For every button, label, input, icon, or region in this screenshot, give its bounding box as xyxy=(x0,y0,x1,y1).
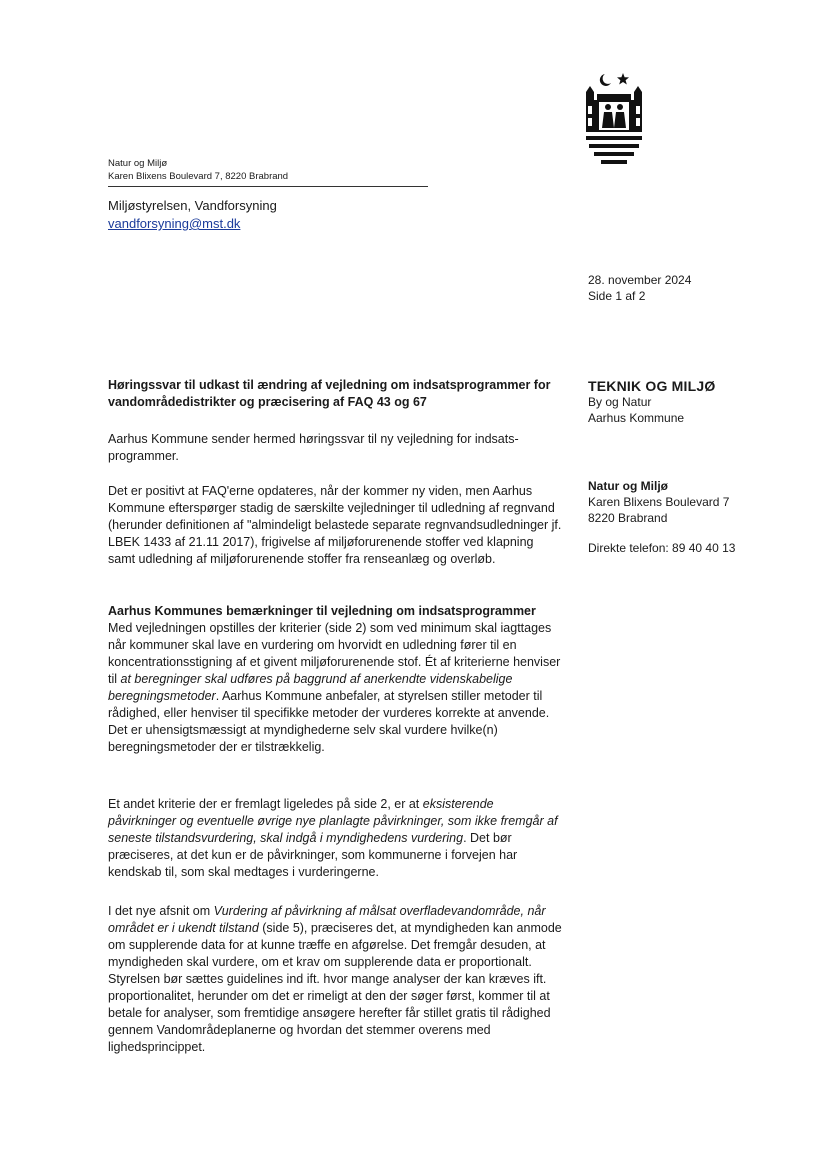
contact-street: Karen Blixens Boulevard 7 xyxy=(588,495,730,509)
department-name: TEKNIK OG MILJØ xyxy=(588,378,716,394)
department-block xyxy=(588,378,715,426)
page-number: Side 1 af 2 xyxy=(588,289,646,303)
sender-block xyxy=(108,157,288,183)
p5-text-b: (side 5), præciseres det, at myndigheden kan anmode om supplerende data for at kunne træffe en afgørelse. Det fremgår desuden, at myndigheden skal vurdere, om et krav om supplerende data er proportionalt. Styrelsen bør sættes guidelines ind ift. hvor mange analyser der kan kræves ift. proportionalitet, herunder om det er rimeligt at den der søger først, kommer til at betale for analyser, som fremtidige ansøgere herefter får stillet gratis til rådighed gennem Vandområdeplanerne og hvordan det stemmer overens med lighedsprincippet. xyxy=(108,921,562,1054)
section-heading: Aarhus Kommunes bemærkninger til vejledning om indsatsprogrammer xyxy=(108,604,536,618)
letter-meta xyxy=(588,272,691,304)
paragraph-5 xyxy=(108,903,564,1056)
paragraph-intro xyxy=(108,431,564,465)
letter-title: Høringssvar til udkast til ændring af vejledning om indsatsprogrammer for vandområdedistrikter og præcisering af FAQ 43 og 67 xyxy=(108,378,551,409)
contact-city: 8220 Brabrand xyxy=(588,511,668,525)
letter-date: 28. november 2024 xyxy=(588,273,692,287)
p3-text-a: Med vejledningen opstilles der kriterier (side 2) som ved minimum skal iagttages når kommuner skal lave en vurdering om hvorvidt en udledning fører til en koncentrationsstigning af et givent miljøforurenende stof. Ét af kriterierne henviser til xyxy=(108,621,561,686)
p5-text-italic: Vurdering af påvirkning af målsat overfladevandområde, når området er i ukendt tilstand xyxy=(108,904,546,935)
p3-text-b: . Aarhus Kommune anbefaler, at styrelsen stiller metoder til rådighed, eller henviser til specifikke metoder der vurderes korrekte at anvende. Det er uhensigtsmæssigt at myndighederne selv skal vurdere hvilke(n) beregningsmetoder der er tilstrækkelig. xyxy=(108,689,550,754)
p4-text-a: Et andet kriterie der er fremlagt ligeledes på side 2, er at xyxy=(108,797,423,811)
p3-text-italic: at beregninger skal udføres på baggrund af anerkendte videnskabelige beregningsmetoder xyxy=(108,672,513,703)
division-name: By og Natur xyxy=(588,395,652,409)
address-divider xyxy=(108,186,428,187)
paragraph-criteria xyxy=(108,796,564,881)
recipient-name: Miljøstyrelsen, Vandforsyning xyxy=(108,198,277,213)
paragraph-2: Det er positivt at FAQ'erne opdateres, når der kommer ny viden, men Aarhus Kommune efterspørger stadig de særskilte vejledninger til udledning af regnvand (herunder definitionen af "almindeligt belastede separate regnvandsudledninger jf. LBEK 1433 af 21.11 2017), frigivelse af miljøforurenende stoffer ved klapning samt udledning af miljøforurenende stoffer fra renseanlæg og overløb. xyxy=(108,484,562,566)
section-remarks xyxy=(108,603,564,756)
municipality-name: Aarhus Kommune xyxy=(588,411,685,425)
sender-address: Karen Blixens Boulevard 7, 8220 Brabrand xyxy=(108,171,289,182)
sender-unit: Natur og Miljø xyxy=(108,158,168,169)
contact-unit: Natur og Miljø xyxy=(588,479,668,493)
contact-phone: Direkte telefon: 89 40 40 13 xyxy=(588,541,736,555)
p4-text-italic: eksisterende påvirkninger og eventuelle øvrige nye planlagte påvirkninger, som ikke fremgår af seneste tilstandsvurdering, skal indgå i myndighedens vurdering xyxy=(108,797,558,845)
contact-block xyxy=(588,478,735,556)
recipient-email-link[interactable]: vandforsyning@mst.dk xyxy=(108,216,241,231)
p5-text-a: I det nye afsnit om xyxy=(108,904,214,918)
recipient-block xyxy=(108,197,277,233)
p4-text-b: . Det bør præciseres, at det kun er de påvirkninger, som kommunerne i forvejen har kendskab til, som skal medtages i vurderingerne. xyxy=(108,831,518,879)
paragraph-new-section xyxy=(108,903,564,1056)
paragraph-4 xyxy=(108,796,564,881)
paragraph-faq xyxy=(108,483,564,568)
aarhus-coat-of-arms-logo xyxy=(583,70,645,168)
paragraph-1: Aarhus Kommune sender hermed høringssvar til ny vejledning for indsats-programmer. xyxy=(108,432,519,463)
paragraph-3 xyxy=(108,620,564,756)
